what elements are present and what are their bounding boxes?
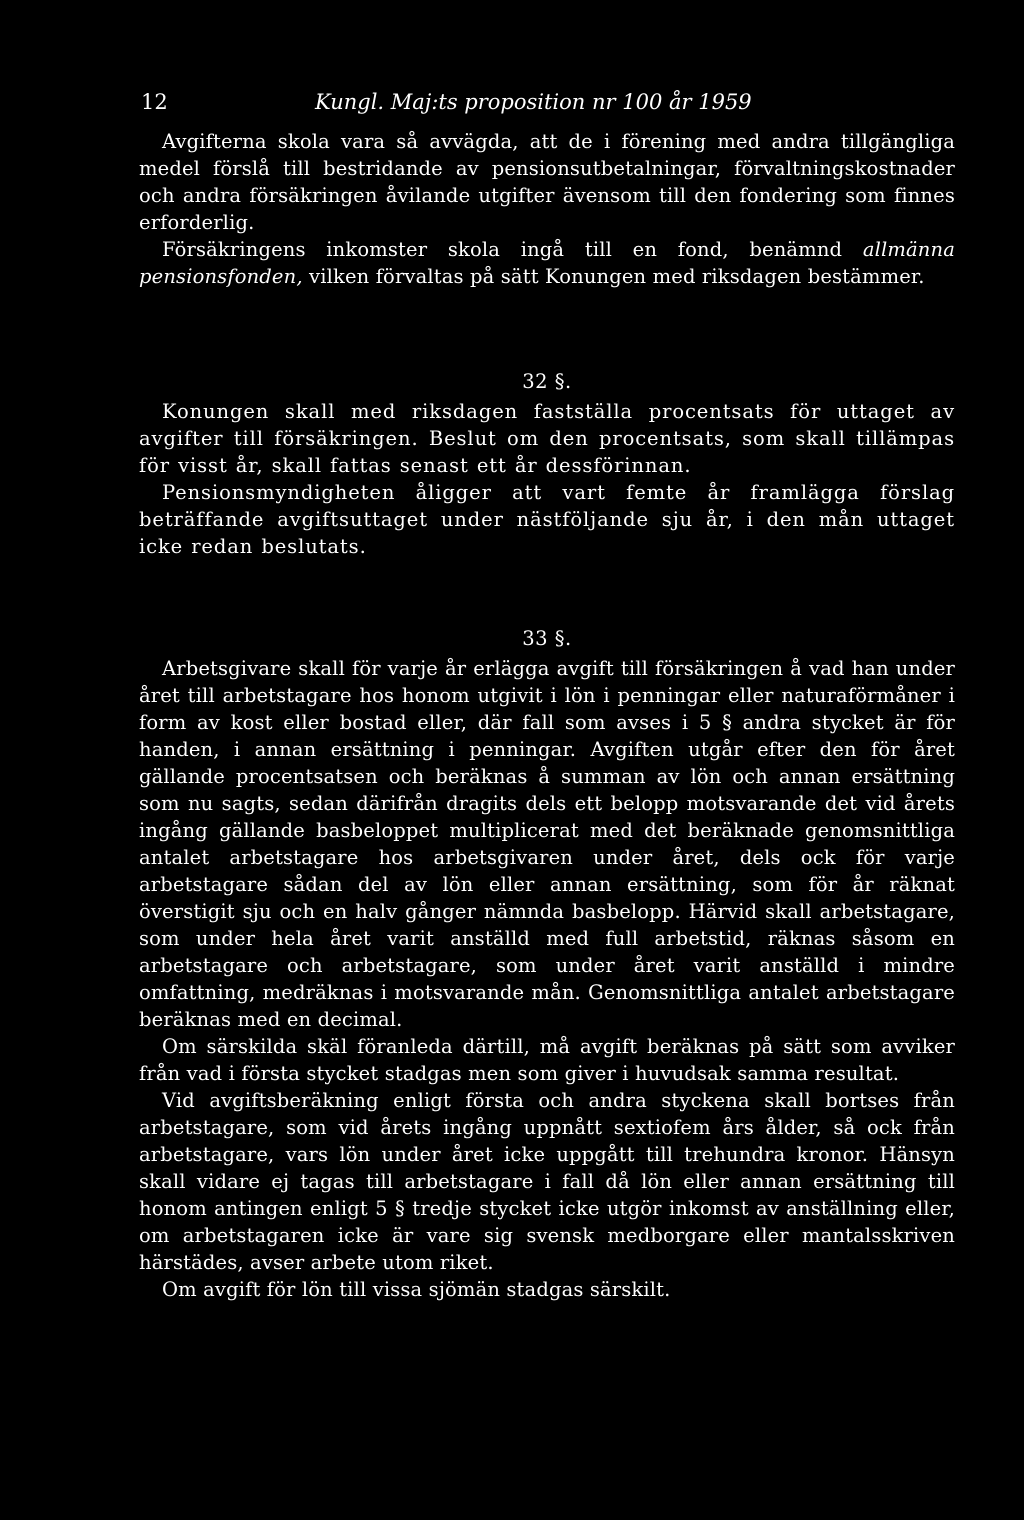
- paragraph-fund: [139, 236, 955, 290]
- fund-text-after: vilken förvaltas på sätt Konungen med riksdagen bestämmer.: [302, 265, 925, 288]
- section-33-paragraph-1: Arbetsgivare skall för varje år erlägga avgift till försäkringen å vad han under året till arbetstagare hos honom utgivit i lön i penningar eller naturaförmåner i form av kost eller bostad eller, där fall som avses i 5 § andra stycket är för handen, i annan ersättning i penningar. Avgiften utgår efter den för året gällande procentsatsen och beräknas å summan av lön och annan ersättning som nu sagts, sedan därifrån dragits dels ett belopp motsvarande det vid årets ingång gällande basbeloppet multiplicerat med det beräknade genomsnittliga antalet arbetstagare hos arbetsgivaren under året, dels ock för varje arbetstagare sådan del av lön eller annan ersättning, som för år räknat överstigit sju och en halv gånger nämnda basbelopp. Härvid skall arbetstagare, som under hela året varit anställd med full arbetstid, räknas såsom en arbetstagare och arbetstagare, som under året varit anställd i mindre omfattning, medräknas i motsvarande mån. Genomsnittliga antalet arbetstagare beräknas med en decimal.: [139, 657, 955, 1031]
- section-32-heading: 32 §.: [522, 370, 572, 393]
- fund-name-italic: allmänna pensionsfonden,: [139, 238, 955, 288]
- fund-text-before: Försäkringens inkomster skola ingå till en fond, benämnd: [162, 238, 863, 261]
- page-number: 12: [141, 90, 168, 114]
- section-33-paragraph-3: Vid avgiftsberäkning enligt första och andra styckena skall bortses från arbetstagare, som vid årets ingång uppnått sextiofem års ålder, så ock från arbetstagare, vars lön under året icke uppgått till trehundra kronor. Hänsyn skall vidare ej tagas till arbetstagare i fall då lön eller annan ersättning till honom antingen enligt 5 § tredje stycket icke utgör inkomst av anställning eller, om arbetstagaren icke är vare sig svensk medborgare eller mantalsskriven härstädes, avser arbete utom riket.: [139, 1089, 955, 1274]
- section-32-body: [139, 398, 955, 560]
- running-header: [139, 86, 955, 118]
- section-32-paragraph-2: Pensionsmyndigheten åligger att vart femte år framlägga förslag beträffande avgiftsuttaget under nästföljande sju år, i den mån uttaget icke redan beslutats.: [139, 481, 955, 558]
- section-33-heading: 33 §.: [522, 627, 572, 650]
- header-title: Kungl. Maj:ts proposition nr 100 år 1959: [315, 90, 752, 114]
- intro-text: [139, 128, 955, 290]
- paragraph-contributions: Avgifterna skola vara så avvägda, att de i förening med andra tillgängliga medel förslå till bestridande av pensionsutbetalningar, förvaltningskostnader och andra försäkringen åvilande utgifter ävensom till den fondering som finnes erforderlig.: [139, 130, 955, 234]
- section-33-paragraph-4: Om avgift för lön till vissa sjömän stadgas särskilt.: [162, 1278, 671, 1301]
- section-33-body: [139, 655, 955, 1303]
- document-page: [139, 86, 955, 1301]
- section-32-paragraph-1: Konungen skall med riksdagen fastställa procentsats för uttaget av avgifter till försäkringen. Beslut om den procentsats, som skall tillämpas för visst år, skall fattas senast ett år dessförinnan.: [139, 400, 955, 477]
- section-33-paragraph-2: Om särskilda skäl föranleda därtill, må avgift beräknas på sätt som avviker från vad i första stycket stadgas men som giver i huvudsak samma resultat.: [139, 1035, 955, 1085]
